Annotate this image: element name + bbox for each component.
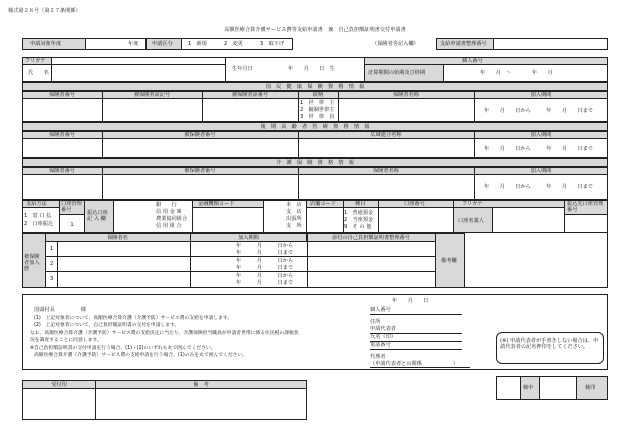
branch-opt-1[interactable]: 本 店: [286, 202, 302, 208]
agent-relation: （申請代表者との関係 ）: [370, 361, 459, 367]
mgmt-value: 1: [70, 222, 74, 228]
birth-format: 年 月 日 生: [288, 66, 335, 72]
personal-no-label: 個人番号: [462, 58, 483, 64]
dependent-from: 年 月 日から: [236, 243, 294, 249]
dependent-to: 年 月 日まで: [236, 280, 294, 286]
rule: [298, 131, 299, 158]
dependent-from: 年 月 日から: [236, 258, 294, 264]
declaration-line-3: なお、高額医療合算介護（介護予防）サービス費の支給決定に当たり、介護保険担当職員が申請者世帯に係る住民税の課税状: [30, 331, 299, 336]
address-label: 住所: [370, 319, 381, 325]
transfer-label: 振込口座記 入 欄: [87, 210, 108, 222]
category-new[interactable]: 1 新規: [188, 41, 207, 47]
care-insured-no: 被保険者番号: [184, 168, 216, 174]
dependent-to: 年 月 日まで: [236, 265, 294, 271]
period-label: 計算期間の始期及び終期: [368, 70, 426, 76]
nhi-insurer-no: 保険者番号: [49, 92, 75, 98]
remarks-label: 備 考: [193, 382, 209, 388]
fin-code-input[interactable]: [192, 207, 264, 233]
applicant-label: 申請代表者: [370, 326, 396, 332]
elderly-period-format: 年 月 日から 年 月 日まで: [484, 146, 593, 152]
furigana-label: フリガナ: [25, 58, 46, 64]
insurer-column-label: （保険者等記入欄）: [372, 41, 419, 47]
received-label: 受付印: [51, 382, 67, 388]
name-label: 氏 名: [28, 70, 49, 76]
elderly-period: 加入期間: [530, 132, 552, 138]
bank-opt-3[interactable]: 農業協同組合: [156, 216, 188, 222]
care-header-text: 介 護 保 険 資 格 情 報: [276, 160, 354, 166]
dependent-row-num: 2: [50, 261, 54, 267]
elderly-header-text: 後 期 高 齢 者 医 療 資 格 情 報: [260, 124, 370, 130]
account-no-label: 口座番号: [404, 201, 425, 207]
rule: [370, 367, 470, 368]
nhi-card-no: 被保険者証番号: [231, 92, 269, 98]
dependents-period: 加入期間: [238, 235, 259, 241]
ref-mgmt-label: 振込先口座管理番号: [567, 201, 604, 213]
type-opt-3[interactable]: 9 そ の 他: [344, 224, 372, 230]
nhi-card-symbol: 被保険者証記号: [133, 92, 171, 98]
rule: [370, 314, 462, 315]
name-input[interactable]: [51, 57, 226, 82]
branch-opt-2[interactable]: 支 店: [286, 209, 302, 215]
method-label: 支給方法: [26, 201, 47, 207]
rule: [51, 64, 226, 65]
declaration-line-6: 高額医療合算介護（介護予防）サービス費の支給申請を行う場合、(1)のみを丸で囲んでください。: [34, 353, 248, 358]
care-period-format: 年 月 日から 年 月 日まで: [484, 184, 593, 190]
rule: [202, 91, 203, 122]
remarks-input[interactable]: [95, 388, 307, 420]
store-code-input[interactable]: [306, 207, 344, 233]
care-insurer-no: 保険者番号: [49, 168, 75, 174]
rule: [338, 91, 339, 122]
nhi-header-text: 国 民 健 康 保 険 資 格 情 報: [265, 84, 365, 90]
ref-no-input[interactable]: [493, 38, 608, 50]
ref-no-label: 支給申請書整理番号: [440, 41, 487, 47]
rule: [474, 167, 475, 200]
rule: [307, 233, 308, 288]
declaration-date[interactable]: 年 月 日: [392, 298, 429, 304]
bank-opt-1[interactable]: 銀 行: [156, 202, 177, 208]
care-period: 加入期間: [530, 168, 552, 174]
holder-label: 口座名義人: [458, 218, 484, 224]
type-opt-1[interactable]: 1 普通預金: [344, 210, 374, 216]
holder-input[interactable]: [492, 207, 565, 233]
rule: [102, 167, 103, 200]
rule: [57, 241, 58, 288]
nhi-relation: 続柄: [312, 92, 324, 98]
branch-opt-3[interactable]: 出張所: [286, 216, 302, 222]
birth-label: 生年月日: [232, 66, 253, 72]
phone-label: 電話番号: [370, 342, 391, 348]
dependents-insurer-name: 保険者名: [107, 235, 128, 241]
name-seal-label: 氏名（印）: [370, 334, 396, 340]
branch-opt-4[interactable]: 支 所: [286, 223, 302, 229]
elderly-union-name: 広域連合名称: [370, 132, 402, 138]
rule: [298, 91, 299, 122]
rule: [102, 131, 103, 158]
care-insurer-name: 保険者名称: [373, 168, 399, 174]
nhi-period: 加入期間: [530, 92, 552, 98]
bank-opt-4[interactable]: 信 用 組 合: [156, 223, 182, 229]
rule: [298, 167, 299, 200]
nhi-rel-1[interactable]: 1 世 帯 主: [300, 100, 335, 106]
elderly-insured-no: 被保険者番号: [184, 132, 216, 138]
category-change[interactable]: 2 変更: [224, 41, 243, 47]
form-title: 高額医療合算介護サービス費等支給申請書 兼 自己負担額証明書交付申請書: [224, 27, 406, 33]
addressee: 国頭村長 様: [34, 307, 86, 313]
category-label: 申請区分: [152, 41, 173, 47]
dependent-from: 年 月 日から: [236, 273, 294, 279]
remark-label: 備考欄: [441, 258, 457, 264]
rule: [59, 200, 60, 233]
period-format: 年 月 ～ 年 月: [480, 70, 553, 76]
elderly-insurer-no: 保険者番号: [49, 132, 75, 138]
check-label: 検中: [523, 385, 534, 391]
account-no-input[interactable]: [378, 207, 454, 233]
store-code-label: 店舗コード: [310, 201, 336, 207]
applicant-no-label: 個人番号: [370, 307, 391, 313]
declaration-line-4: 況を調査することに同意します。: [30, 338, 102, 343]
nhi-insurer-name: 保険者名称: [393, 92, 419, 98]
cert-no-label: 添付の自己負担額証明書整理番号: [332, 235, 410, 241]
holder-furigana-label: フリガナ: [462, 201, 483, 207]
nhi-period-format: 年 月 日から 年 月 日まで: [484, 108, 593, 114]
dependent-row-num: 1: [50, 246, 54, 252]
method-transfer[interactable]: 2 口座振込: [24, 221, 54, 227]
fin-code-label: 金融機関コード: [198, 201, 235, 207]
mgmt-label: 口座管理番号: [61, 201, 82, 213]
method-counter[interactable]: 1 窓 口 払: [24, 213, 52, 219]
note-text: (※) 申請代表者が手書きしない場合は、申請代表者の記名押印をしてください。: [500, 338, 599, 350]
verify-label: 検印: [585, 385, 596, 391]
rule: [190, 233, 191, 288]
declaration-line-2: (2) 上記対象者について、自己負担額証明書の交付を申請します。: [34, 323, 180, 328]
rule: [474, 131, 475, 158]
rule: [102, 91, 103, 122]
type-opt-2[interactable]: 2 当座預金: [344, 217, 374, 223]
form-number: 様式第２８号（第２７条関係）: [8, 8, 81, 14]
year-label: 申請対象年度: [30, 41, 62, 47]
nhi-rel-3[interactable]: 3 世 帯 員: [300, 114, 335, 120]
year-unit: 年度: [128, 41, 139, 47]
dependent-to: 年 月 日まで: [236, 250, 294, 256]
agent-label: 代理者: [370, 354, 386, 360]
bank-opt-2[interactable]: 信 用 金 庫: [156, 209, 182, 215]
type-label: 種目: [355, 201, 366, 207]
nhi-rel-2[interactable]: 2 擬制世帯主: [300, 107, 335, 113]
declaration-line-5: ※自己負担額証明書の交付申請を行う場合、(1)・(2)のいずれも丸で囲んでください。: [30, 346, 216, 351]
category-withdraw[interactable]: 3 取下げ: [260, 41, 285, 47]
declaration-line-1: (1) 上記対象者について、高額医療合算介護（介護予防）サービス費の支給を申請します。: [34, 316, 233, 321]
dependent-row-num: 3: [50, 276, 54, 282]
dependents-side: 被保険者加入歴: [24, 254, 40, 272]
received-stamp: [22, 388, 96, 420]
rule: [474, 91, 475, 122]
rule: [370, 349, 462, 350]
